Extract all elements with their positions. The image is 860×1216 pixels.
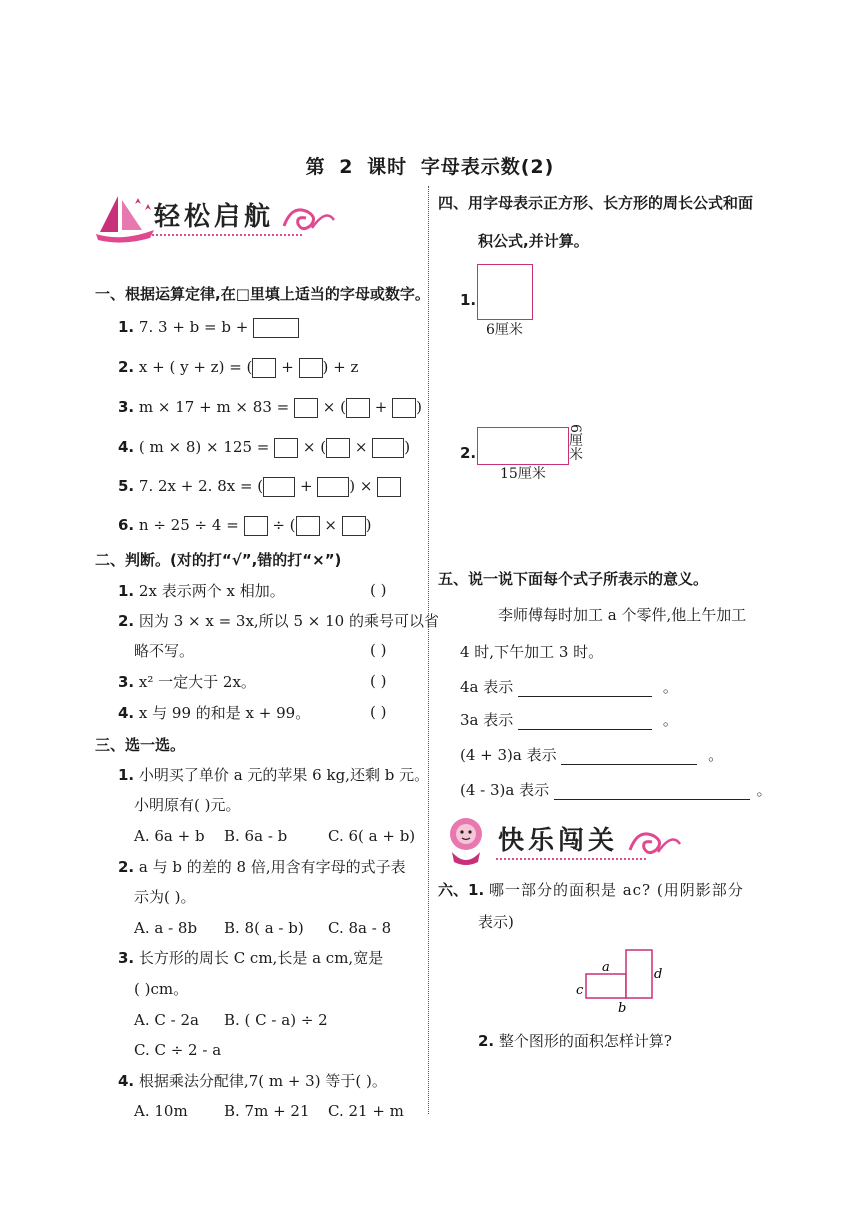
banner-easy-start-text: 轻松启航 xyxy=(154,202,275,232)
answer-blank[interactable] xyxy=(554,783,750,800)
full-stop: 。 xyxy=(662,678,678,696)
s2-q2-text: 因为 3 × x = 3x,所以 5 × 10 的乘号可以省 xyxy=(138,612,439,630)
rectangle-figure xyxy=(477,427,569,465)
plus-sign: + xyxy=(374,398,388,416)
s1-q2-part-b: ) + z xyxy=(322,358,359,376)
s3-q2-option-a[interactable]: A. a - 8b xyxy=(134,919,198,937)
answer-box[interactable] xyxy=(244,516,268,536)
s4-figure-1-number: 1. xyxy=(460,291,477,309)
close-paren: ) xyxy=(365,516,372,534)
s1-q2-part-a: x + ( y + z) = ( xyxy=(138,358,253,376)
answer-paren[interactable]: ( ) xyxy=(370,672,387,690)
s1-q6-number: 6. xyxy=(118,516,135,534)
s1-q5-part-a: 7. 2x + 2. 8x = ( xyxy=(138,477,264,495)
answer-box[interactable] xyxy=(274,438,298,458)
s3-q1-text: 小明买了单价 a 元的苹果 6 kg,还剩 b 元。 xyxy=(138,766,430,784)
section-6-heading: 六、 xyxy=(438,881,469,899)
s3-q4-text: 根据乘法分配律,7( m + 3) 等于( )。 xyxy=(138,1072,387,1090)
swirl-decoration-icon xyxy=(624,822,684,862)
divide-sign: ÷ ( xyxy=(272,516,296,534)
s2-q2-text-continued: 略不写。 xyxy=(134,642,195,660)
answer-box[interactable] xyxy=(299,358,323,378)
answer-paren[interactable]: ( ) xyxy=(370,641,387,659)
s1-q5-part-b: ) × xyxy=(349,477,373,495)
s2-question-1 xyxy=(118,581,285,601)
page-title: 第 2 课时 字母表示数(2) xyxy=(305,156,555,178)
s4-figure-2-number: 2. xyxy=(460,444,477,462)
s2-question-3 xyxy=(118,672,256,692)
square-side-label: 6厘米 xyxy=(486,322,523,338)
answer-blank[interactable] xyxy=(518,680,652,697)
s2-q1-text: 2x 表示两个 x 相加。 xyxy=(138,582,285,600)
s1-q4-number: 4. xyxy=(118,438,135,456)
label-b: b xyxy=(618,1001,627,1014)
times-sign: × xyxy=(324,516,337,534)
s1-question-5 xyxy=(118,476,401,497)
s1-q1-expression: 7. 3 + b = b + xyxy=(138,318,249,336)
s3-q1-option-c[interactable]: C. 6( a + b) xyxy=(328,827,416,845)
section-3-heading: 三、选一选。 xyxy=(95,736,186,754)
s5-line-1-label: 4a 表示 xyxy=(460,678,514,696)
answer-box[interactable] xyxy=(372,438,404,458)
s5-line-3 xyxy=(460,745,723,765)
label-a: a xyxy=(602,960,610,975)
answer-box[interactable] xyxy=(317,477,349,497)
s3-question-1 xyxy=(118,765,429,785)
s1-question-4 xyxy=(118,437,410,458)
s3-q2-text-continued: 示为( )。 xyxy=(134,888,196,906)
s5-problem-line-1: 李师傅每时加工 a 个零件,他上午加工 xyxy=(498,606,747,624)
banner-happy-challenge-text: 快乐闯关 xyxy=(498,826,619,856)
s1-q6-part-a: n ÷ 25 ÷ 4 = xyxy=(138,516,239,534)
full-stop: 。 xyxy=(756,781,772,799)
s6-q1-text-continued: 表示) xyxy=(478,913,514,931)
s2-question-2 xyxy=(118,611,439,631)
s3-q1-number: 1. xyxy=(118,766,135,784)
s1-q1-number: 1. xyxy=(118,318,135,336)
s5-line-2 xyxy=(460,710,678,730)
answer-paren[interactable]: ( ) xyxy=(370,703,387,721)
plus-sign: + xyxy=(281,358,294,376)
s3-q3-number: 3. xyxy=(118,949,135,967)
s1-q4-part-a: ( m × 8) × 125 = xyxy=(138,438,270,456)
sailboat-icon xyxy=(92,190,162,246)
s3-q4-number: 4. xyxy=(118,1072,135,1090)
answer-box[interactable] xyxy=(326,438,350,458)
s1-q5-number: 5. xyxy=(118,477,135,495)
label-d: d xyxy=(654,967,663,982)
banner-underline xyxy=(496,858,646,860)
s5-line-1 xyxy=(460,677,678,697)
s2-q2-number: 2. xyxy=(118,612,135,630)
section-4-heading-continued: 积公式,并计算。 xyxy=(478,232,589,250)
s3-q1-text-continued: 小明原有( )元。 xyxy=(134,796,241,814)
section-5-heading: 五、说一说下面每个式子所表示的意义。 xyxy=(438,570,709,588)
s6-question-1 xyxy=(438,880,744,900)
close-paren: ) xyxy=(416,398,422,416)
times-sign: × ( xyxy=(322,398,346,416)
banner-happy-challenge xyxy=(438,812,738,868)
s5-line-3-label: (4 + 3)a 表示 xyxy=(460,746,557,764)
s3-q3-option-a[interactable]: A. C - 2a xyxy=(134,1011,199,1029)
s2-question-4 xyxy=(118,703,310,723)
s3-q4-option-c[interactable]: C. 21 + m xyxy=(328,1102,404,1120)
answer-box[interactable] xyxy=(377,477,401,497)
s3-q4-option-b[interactable]: B. 7m + 21 xyxy=(224,1102,310,1120)
rectangle-width-label: 6厘米 xyxy=(567,424,583,461)
s6-q1-text: 哪一部分的面积是 ac? (用阴影部分 xyxy=(488,881,744,899)
banner-underline xyxy=(152,234,302,236)
s3-q4-option-a[interactable]: A. 10m xyxy=(134,1102,188,1120)
answer-box[interactable] xyxy=(253,318,299,338)
s1-question-2 xyxy=(118,357,358,378)
answer-blank[interactable] xyxy=(561,748,697,765)
s5-line-4 xyxy=(460,780,772,800)
answer-paren[interactable]: ( ) xyxy=(370,581,387,599)
section-2-heading: 二、判断。(对的打“√”,错的打“×”) xyxy=(95,551,342,569)
full-stop: 。 xyxy=(662,711,678,729)
answer-box[interactable] xyxy=(346,398,370,418)
s2-q1-number: 1. xyxy=(118,582,135,600)
s3-q3-text: 长方形的周长 C cm,长是 a cm,宽是 xyxy=(138,949,384,967)
s2-q4-number: 4. xyxy=(118,704,135,722)
s5-line-4-label: (4 - 3)a 表示 xyxy=(460,781,550,799)
close-paren: ) xyxy=(404,438,411,456)
rectangle-length-label: 15厘米 xyxy=(500,466,546,482)
s2-q3-text: x² 一定大于 2x。 xyxy=(138,673,256,691)
s3-q2-number: 2. xyxy=(118,858,135,876)
s3-q1-option-b[interactable]: B. 6a - b xyxy=(224,827,288,845)
s6-question-2 xyxy=(478,1031,672,1051)
s3-question-3 xyxy=(118,948,383,968)
composite-rectangle-figure xyxy=(572,944,692,1014)
s3-q3-option-c[interactable]: C. C ÷ 2 - a xyxy=(134,1041,222,1059)
s6-q2-number: 2. xyxy=(478,1032,495,1050)
plus-sign: + xyxy=(299,477,313,495)
s3-q1-option-a[interactable]: A. 6a + b xyxy=(134,827,205,845)
s3-q2-option-c[interactable]: C. 8a - 8 xyxy=(328,919,392,937)
s1-q2-number: 2. xyxy=(118,358,135,376)
answer-box[interactable] xyxy=(296,516,320,536)
full-stop: 。 xyxy=(708,746,724,764)
square-figure xyxy=(477,264,533,320)
s1-q3-number: 3. xyxy=(118,398,135,416)
answer-blank[interactable] xyxy=(518,713,652,730)
answer-box[interactable] xyxy=(342,516,366,536)
s1-question-6 xyxy=(118,515,372,536)
s3-q3-text-continued: ( )cm。 xyxy=(134,980,189,998)
label-c: c xyxy=(576,983,584,998)
section-4-heading: 四、用字母表示正方形、长方形的周长公式和面 xyxy=(438,194,754,212)
s2-q3-number: 3. xyxy=(118,673,135,691)
s5-line-2-label: 3a 表示 xyxy=(460,711,514,729)
s3-q2-option-b[interactable]: B. 8( a - b) xyxy=(224,919,304,937)
answer-box[interactable] xyxy=(392,398,416,418)
s3-question-2 xyxy=(118,857,406,877)
section-1-heading: 一、根据运算定律,在□里填上适当的字母或数字。 xyxy=(95,285,430,303)
banner-easy-start xyxy=(92,190,332,246)
answer-box[interactable] xyxy=(263,477,295,497)
answer-box[interactable] xyxy=(294,398,318,418)
column-divider xyxy=(428,186,429,1114)
s1-question-3 xyxy=(118,397,422,418)
s6-q1-number: 1. xyxy=(468,881,485,899)
s3-q3-option-b[interactable]: B. ( C - a) ÷ 2 xyxy=(224,1011,328,1029)
s2-q4-text: x 与 99 的和是 x + 99。 xyxy=(138,704,311,722)
times-sign: × ( xyxy=(302,438,327,456)
s1-question-1 xyxy=(118,317,299,338)
lion-mascot-icon xyxy=(438,812,494,868)
s6-q2-text: 整个图形的面积怎样计算? xyxy=(498,1032,672,1050)
swirl-decoration-icon xyxy=(278,198,338,238)
times-sign: × xyxy=(354,438,368,456)
s1-q3-part-a: m × 17 + m × 83 = xyxy=(138,398,290,416)
s3-q2-text: a 与 b 的差的 8 倍,用含有字母的式子表 xyxy=(138,858,406,876)
s5-problem-line-2: 4 时,下午加工 3 时。 xyxy=(460,643,604,661)
answer-box[interactable] xyxy=(252,358,276,378)
s3-question-4 xyxy=(118,1071,387,1091)
